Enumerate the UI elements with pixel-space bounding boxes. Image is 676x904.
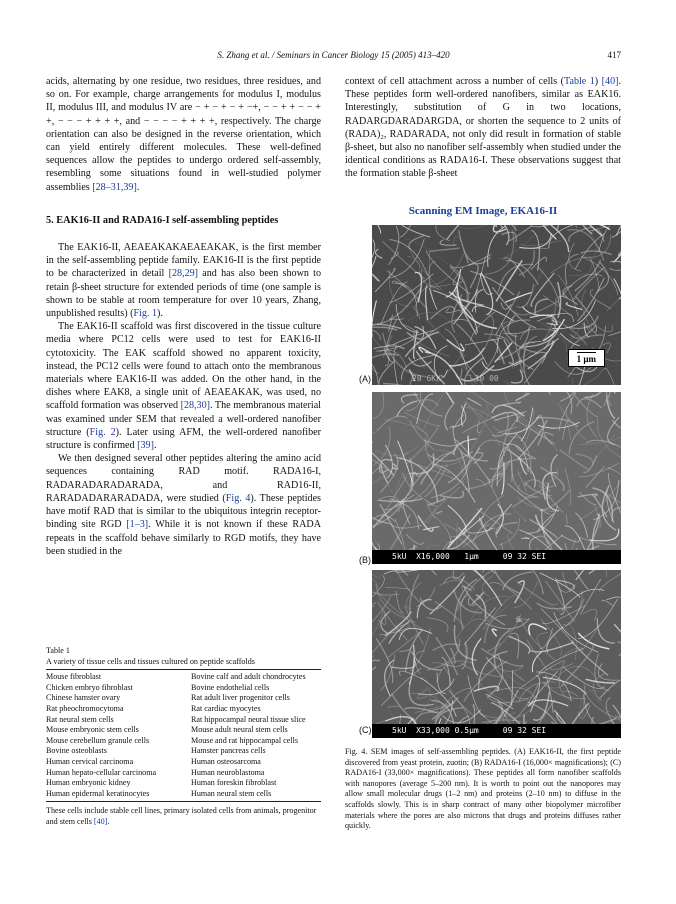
table-cell: Rat neural stem cells — [46, 714, 114, 724]
table-cell: Human hepato-cellular carcinoma — [46, 767, 157, 777]
table-cell: Mouse fibroblast — [46, 672, 102, 682]
citation-link[interactable]: [28,29] — [168, 268, 199, 280]
table-cell: Human foreskin fibroblast — [191, 778, 277, 788]
section-heading: 5. EAK16-II and RADA16-I self-assembling peptides — [46, 214, 279, 226]
left-column — [46, 75, 321, 558]
table-cell: Bovine calf and adult chondrocytes — [191, 672, 306, 682]
table-cell: Rat cardiac myocytes — [191, 703, 261, 713]
panel-label-a: (A) — [359, 374, 371, 384]
citation-link[interactable]: [28,30] — [180, 400, 211, 412]
sem-info-bar: 5kU X16,000 1µm 09 32 SEI — [372, 550, 621, 564]
table-cell: Mouse cerebellum granule cells — [46, 735, 150, 745]
table-footnote: These cells include stable cell lines, primary isolated cells from animals, progenitor and stem cells [40]. — [46, 806, 317, 826]
panel-label-c: (C) — [359, 725, 372, 735]
sem-image-panel-c — [372, 570, 621, 738]
table-cell: Mouse and rat hippocampal cells — [191, 735, 298, 745]
table-cell: Human osteosarcoma — [191, 756, 261, 766]
table-cell: Mouse embryonic stem cells — [46, 725, 139, 735]
figure-link[interactable]: Fig. 2 — [89, 426, 116, 438]
table-cell: Rat adult liver progenitor cells — [191, 693, 290, 703]
sem-info-strip: 20 6KX 10 00 — [412, 374, 499, 383]
table-body — [46, 670, 321, 801]
table-link[interactable]: Table 1 — [564, 76, 595, 87]
table-caption: A variety of tissue cells and tissues cultured on peptide scaffolds — [46, 656, 255, 666]
table-cell: Chinese hamster ovary — [46, 693, 121, 703]
table-cell: Human epidermal keratinocytes — [46, 788, 150, 798]
sem-info-bar: 5kU X33,000 0.5µm 09 32 SEI — [372, 724, 621, 738]
table-cell: Rat pheochromocytoma — [46, 703, 124, 713]
table-cell: Human embryonic kidney — [46, 778, 131, 788]
sem-image-panel-b — [372, 392, 621, 564]
table-cell: Human cervical carcinoma — [46, 756, 134, 766]
table-cell: Bovine osteoblasts — [46, 746, 107, 756]
table-cell: Hamster pancreas cells — [191, 746, 266, 756]
paragraph: The EAK16-II scaffold was first discovered in the tissue culture media where PC12 cells were used to test for EAK16-II cytotoxicity. The EAK scaffold showed no apparent toxicity, instead, the PC12 cells were found to attach onto the membranous materials where EAK16-II was added. On the other hand, in the dishes where EAK8, a single unit of AEAEAKAK, was used, no scaffold formation was observed [28,30]. The membranous material was examined under SEM that revealed a well-ordered nanofiber structure (Fig. 2). Later using AFM, the well-ordered nanofiber structure is confirmed [39]. — [46, 321, 321, 452]
table-cell: Mouse adult neural stem cells — [191, 725, 288, 735]
table-1 — [46, 646, 321, 835]
paragraph: The EAK16-II, AEAEAKAKAEAEAKAK, is the first member in the self-assembling peptide family. EAK16-II is the first peptide to be characterized in detail [28,29] and has also been shown to retain β-sheet structure for extended periods of time (one sample is shown to be stable at room temperature for over 10 years, Zhang, unpublished results) (Fig. 1). — [46, 242, 321, 320]
table-cell: Human neural stem cells — [191, 788, 272, 798]
table-cell: Rat hippocampal neural tissue slice — [191, 714, 306, 724]
table-cell: Bovine endothelial cells — [191, 682, 270, 692]
scale-bar: 1 µm — [568, 349, 605, 368]
panel-label-b: (B) — [359, 555, 371, 565]
citation-link[interactable]: [40] — [601, 76, 619, 87]
table-label: Table 1 — [46, 646, 70, 655]
page-number: 417 — [607, 50, 621, 60]
paragraph: acids, alternating by one residue, two residues, three residues, and so on. For example, charge arrangements for modulus I, modulus II, modulus III, and modulus IV are − + − + − + −+, − − + + − − + +, − − − + + + +, and − − − − + + + +, respectively. The charge orientation can also be designed in the reverse orientation, which can yield entirely different molecules. These well-defined sequences allow the peptides to undergo ordered self-assembly, resembling some situations found in well-studied polymer assemblies [28–31,39]. — [46, 76, 321, 193]
running-title: S. Zhang et al. / Seminars in Cancer Biology 15 (2005) 413–420 — [217, 50, 450, 60]
paragraph: We then designed several other peptides altering the amino acid sequences containing RAD motif. RADA16-I, RADARADARADARADA, and RAD16-II, RARADADARARADADA, were studied (Fig. 4). These peptides have motif RAD that is similar to the ubiquitous integrin receptor-binding site RGD [1–3]. While it is not known if these RADA repeats in the scaffold behave similarly to RGD motifs, they have been studied in the — [46, 453, 321, 557]
paragraph: context of cell attachment across a number of cells (Table 1) [40]. These peptides form well-ordered nanofibers, similar as EAK16. Interestingly, substitution of G in two locations, RADARGDARADARGDA, or shorten the sequence to 2 units of (RADA)₂, RADARADA, not only did result in formation of stable β-sheet, but also no nanofiber self-assembly when studied under the identical conditions as RADA16-I. These observations suggest that the formation stable β-sheet — [345, 76, 622, 180]
citation-link[interactable]: [39] — [137, 440, 154, 452]
table-cell: Human neuroblastoma — [191, 767, 265, 777]
figure-link[interactable]: Fig. 4 — [225, 492, 251, 504]
figure-caption: Fig. 4. SEM images of self-assembling peptides. (A) EAK16-II, the first peptide discovered from yeast protein, zuotin; (B) RADA16-I (16,000× magnifications); (C) RADA16-I (33,000× magnifications). These peptides all form nanofiber scaffolds with nanopores (average 5–200 nm). It is worth to point out the nanopores may allow small molecular drugs (1–2 nm) and proteins (2–10 nm) to diffuse in the scaffolds slowly. This is in sharp contract of many other biopolymer microfiber materials where the pores are also microns that drugs and proteins diffuses rather quickly. — [345, 747, 621, 831]
citation-link[interactable]: [28–31,39] — [92, 181, 137, 193]
figure-title: Scanning EM Image, EKA16-II — [408, 205, 558, 217]
right-column — [345, 75, 621, 181]
citation-link[interactable]: [1–3] — [126, 519, 149, 531]
sem-image-panel-a — [372, 225, 621, 385]
table-cell: Chicken embryo fibroblast — [46, 682, 133, 692]
figure-link[interactable]: Fig. 1 — [133, 308, 158, 320]
citation-link[interactable]: [40] — [93, 816, 108, 826]
